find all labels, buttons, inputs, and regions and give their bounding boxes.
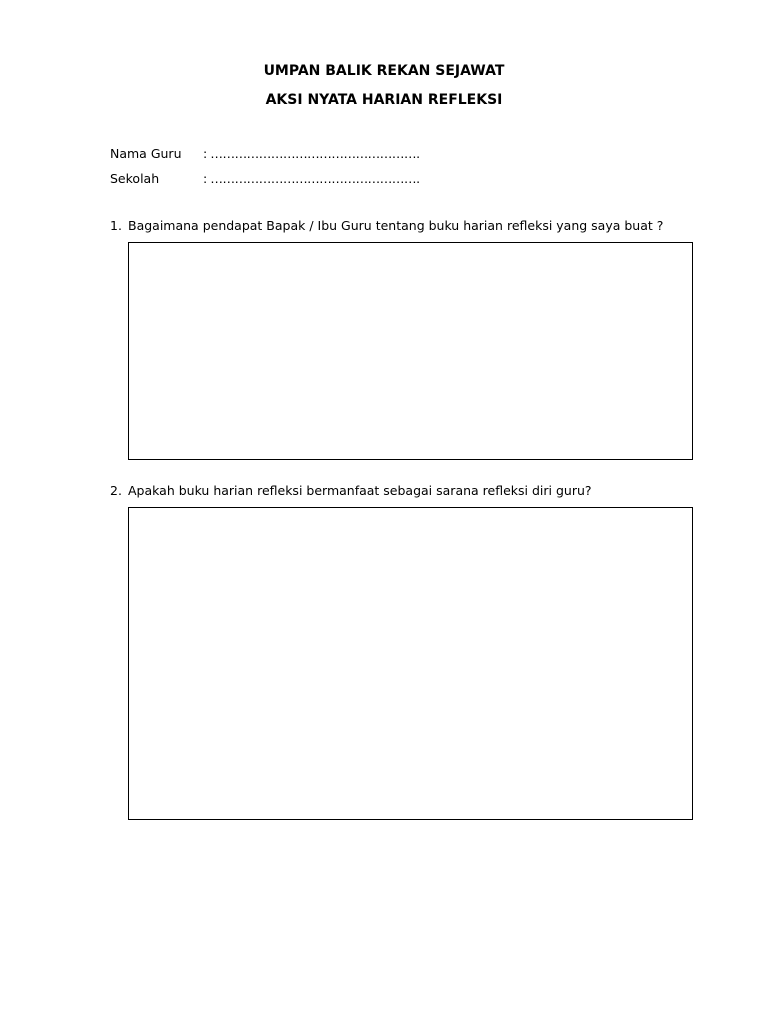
field-label-nama-guru: Nama Guru [110,146,182,161]
answer-box-1 [128,242,693,460]
field-value-sekolah: : ……………………………………………. [203,171,420,186]
question-2-text: Apakah buku harian refleksi bermanfaat sebagai sarana refleksi diri guru? [128,483,592,498]
question-1-text: Bagaimana pendapat Bapak / Ibu Guru tentang buku harian refleksi yang saya buat ? [128,218,664,233]
question-1-number: 1. [110,218,122,233]
field-label-sekolah: Sekolah [110,171,160,186]
document-subtitle: AKSI NYATA HARIAN REFLEKSI [265,92,503,108]
question-2-number: 2. [110,483,122,498]
field-value-nama-guru: : ……………………………………………. [203,146,420,161]
answer-box-2 [128,507,693,820]
document-title: UMPAN BALIK REKAN SEJAWAT [263,63,505,79]
